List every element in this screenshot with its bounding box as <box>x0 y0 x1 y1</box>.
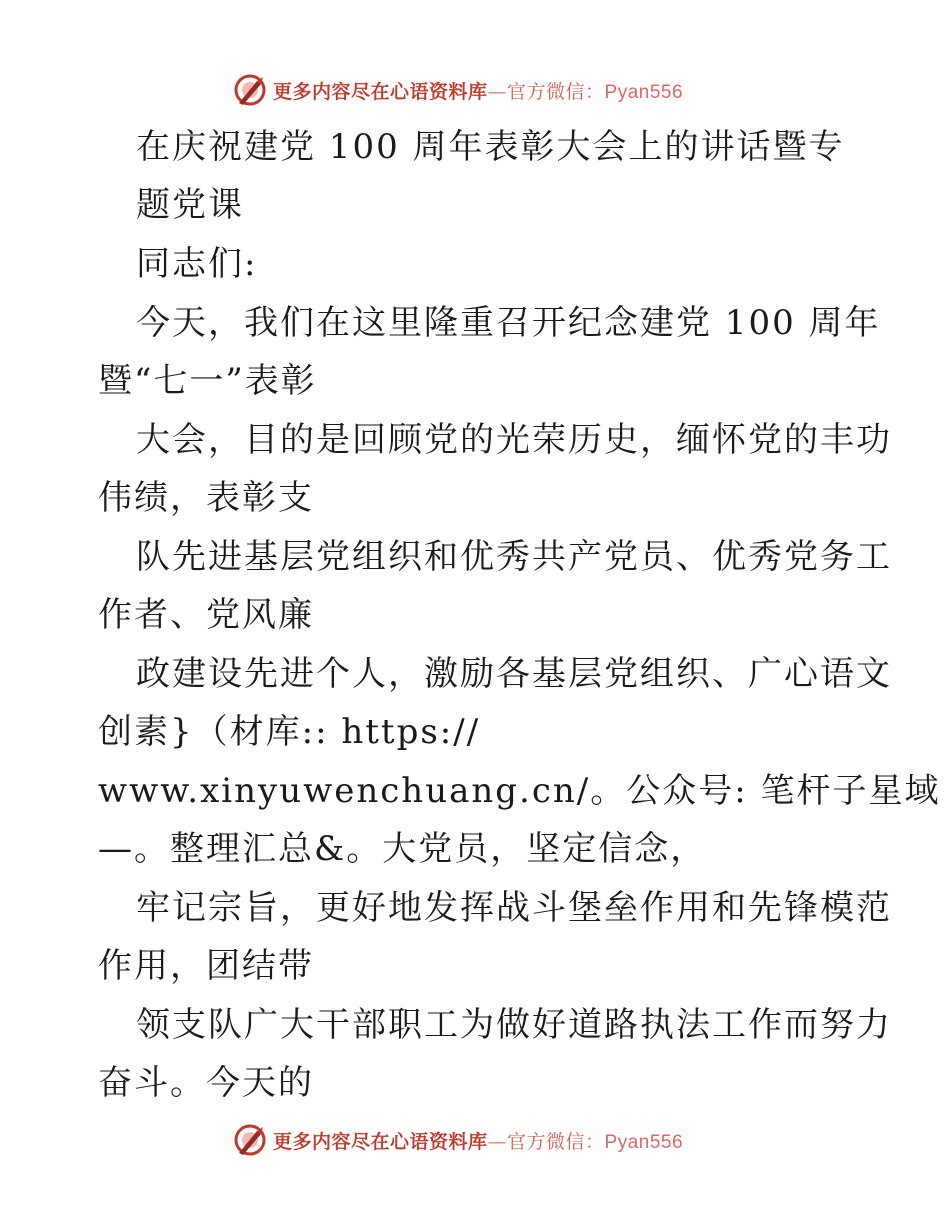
doc-line: 暨“七一”表彰 <box>98 361 317 401</box>
watermark-main: 更多内容尽在心语资料库 <box>273 80 488 103</box>
doc-line: 大会，目的是回顾党的光荣历史，缅怀党的丰功 <box>136 420 892 460</box>
watermark-dash: — <box>487 1130 508 1153</box>
doc-line: 奋斗。今天的 <box>98 1063 314 1103</box>
watermark-dash: — <box>487 80 508 103</box>
watermark-id: Pyan556 <box>604 1131 684 1153</box>
doc-line: —。整理汇总&。大党员，坚定信念， <box>98 829 707 869</box>
watermark-text <box>273 77 683 104</box>
watermark-text <box>273 1127 683 1154</box>
watermark-tail: 官方微信： <box>507 80 605 103</box>
footer-watermark <box>233 1122 683 1158</box>
doc-line: 牢记宗旨，更好地发挥战斗堡垒作用和先锋模范 <box>136 888 892 928</box>
doc-line: 伟绩，表彰支 <box>98 478 314 518</box>
header-watermark <box>233 72 683 108</box>
doc-line: www.xinyuwenchuang.cn/。公众号: 笔杆子星域 <box>98 771 941 811</box>
doc-title-line-2: 题党课 <box>136 185 244 225</box>
doc-line: 创素}（材库:: https:// <box>98 712 481 752</box>
watermark-id: Pyan556 <box>604 81 684 103</box>
watermark-main: 更多内容尽在心语资料库 <box>273 1130 488 1153</box>
doc-title-line-1: 在庆祝建党 100 周年表彰大会上的讲话暨专 <box>136 127 845 167</box>
doc-line: 作者、党风廉 <box>98 595 314 635</box>
quill-logo-icon <box>233 73 267 107</box>
watermark-tail: 官方微信： <box>507 1130 605 1153</box>
doc-salutation: 同志们: <box>136 244 258 284</box>
quill-logo-icon <box>233 1123 267 1157</box>
doc-line: 队先进基层党组织和优秀共产党员、优秀党务工 <box>136 537 892 577</box>
doc-line: 政建设先进个人，激励各基层党组织、广心语文 <box>136 654 892 694</box>
doc-line: 作用，团结带 <box>98 946 314 986</box>
doc-line: 领支队广大干部职工为做好道路执法工作而努力 <box>136 1005 892 1045</box>
doc-line: 今天，我们在这里隆重召开纪念建党 100 周年 <box>136 303 881 343</box>
